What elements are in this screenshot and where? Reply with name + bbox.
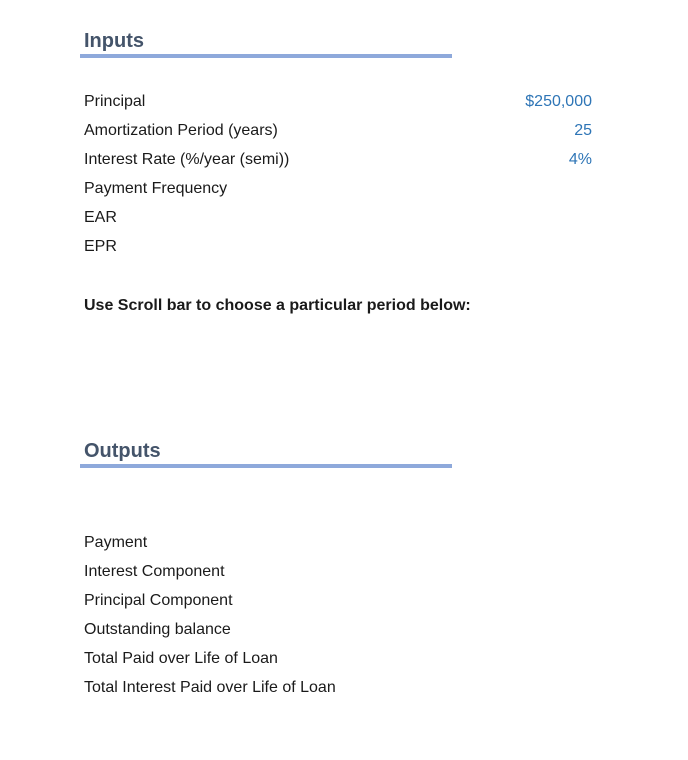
ear-label: EAR	[84, 209, 117, 226]
principal-component-label: Principal Component	[84, 592, 233, 609]
total-interest-paid-label: Total Interest Paid over Life of Loan	[84, 679, 336, 696]
principal-label: Principal	[84, 93, 146, 110]
scroll-bar-instruction: Use Scroll bar to choose a particular period below:	[84, 297, 471, 314]
total-paid-label: Total Paid over Life of Loan	[84, 650, 278, 667]
amortization-period-label: Amortization Period (years)	[84, 122, 278, 139]
amortization-period-value[interactable]: 25	[574, 122, 592, 139]
inputs-divider	[80, 54, 452, 58]
outputs-divider	[80, 464, 452, 468]
interest-component-label: Interest Component	[84, 563, 225, 580]
outputs-heading: Outputs	[84, 440, 161, 462]
inputs-heading: Inputs	[84, 30, 144, 52]
outstanding-balance-label: Outstanding balance	[84, 621, 231, 638]
epr-label: EPR	[84, 238, 117, 255]
interest-rate-label: Interest Rate (%/year (semi))	[84, 151, 290, 168]
payment-frequency-label: Payment Frequency	[84, 180, 228, 197]
payment-label: Payment	[84, 534, 148, 551]
interest-rate-value[interactable]: 4%	[568, 151, 592, 168]
principal-value[interactable]: $250,000	[525, 93, 592, 110]
